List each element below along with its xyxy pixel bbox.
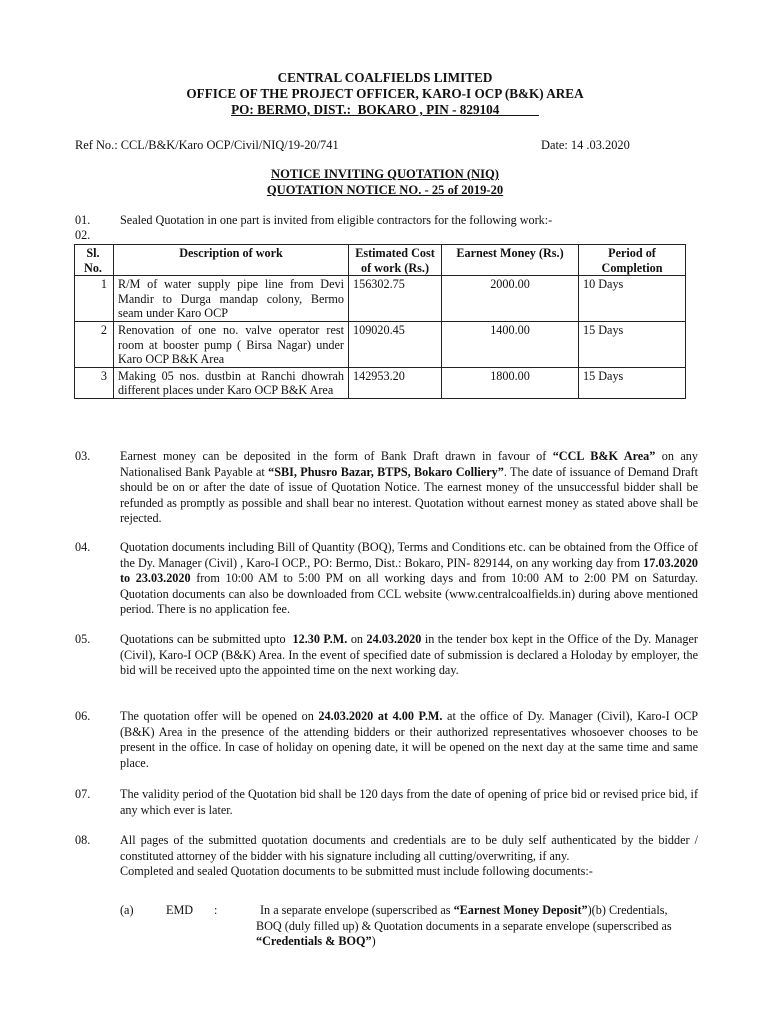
intro-text: Sealed Quotation in one part is invited from eligible contractors for the following work:-: [120, 213, 553, 227]
row-period: 15 Days: [579, 321, 686, 367]
row-description: Making 05 nos. dustbin at Ranchi dhowrah different places under Karo OCP B&K Area: [114, 367, 349, 398]
table-header-row: [75, 245, 686, 276]
clause-bold: “SBI, Phusro Bazar, BTPS, Bokaro Colliery”: [268, 464, 504, 479]
table-row: [75, 276, 686, 322]
clause-bold: 12.30 P.M.: [292, 632, 348, 646]
emd-text: [256, 903, 686, 950]
table-row: [75, 367, 686, 398]
clause-bold: “CCL B&K Area”: [552, 449, 656, 463]
clause-06-text: [120, 709, 698, 771]
clause-text: on any Nationalised Bank Payable at: [120, 449, 698, 479]
row-cost: 156302.75: [349, 276, 442, 322]
table-row: [75, 321, 686, 367]
row-sl: 3: [75, 367, 114, 398]
row-emd: 1800.00: [442, 367, 579, 398]
row-period: 15 Days: [579, 367, 686, 398]
clause-text: on: [347, 632, 367, 646]
clause-04-text: [120, 540, 698, 618]
row-emd: 2000.00: [442, 276, 579, 322]
sub-clause-label: (a): [120, 903, 134, 917]
clause-text: from 10:00 AM to 5:00 PM on all working days and from 10:00 AM to 2:00 PM on Saturday. Quotation documents can also be downloaded from CCL website (www.centralcoalfields.in) during above mentioned period. There is no application fee.: [120, 571, 698, 617]
row-cost: 109020.45: [349, 321, 442, 367]
clause-text: Quotation documents including Bill of Quantity (BOQ), Terms and Conditions etc. can be obtained from the Office of the Dy. Manager (Civil) , Karo-I OCP., PO: Bermo, Dist.: Bokaro, PIN- 829144, on any working day from: [120, 540, 698, 570]
emd-colon: :: [214, 903, 218, 917]
reference-number: Ref No.: CCL/B&K/Karo OCP/Civil/NIQ/19-20/741: [75, 138, 339, 152]
clause-text: in the tender box kept in the Office of the Dy. Manager (Civil), Karo-I OCP (B&K) Area. In the event of specified date of submission is declared a Holoday by employer, the bid will be received upto the appointed time on the next working day.: [120, 632, 698, 678]
clause-bold: “Earnest Money Deposit”: [453, 903, 588, 917]
clause-number-06: 06.: [75, 709, 91, 723]
row-sl: 1: [75, 276, 114, 322]
header-estimated-cost: Estimated Cost of work (Rs.): [349, 245, 442, 276]
clause-number-03: 03.: [75, 449, 91, 463]
clause-text: ): [371, 934, 376, 949]
clause-08-text: [120, 833, 698, 880]
emd-label: EMD: [166, 903, 194, 917]
clause-number-02: 02.: [75, 228, 91, 242]
row-description: Renovation of one no. valve operator rest room at booster pump ( Birsa Nagar) under Karo OCP B&K Area: [114, 321, 349, 367]
clause-text: )(b) Credentials, BOQ (duly filled up) & Quotation documents in a separate envelope (superscribed as: [256, 903, 684, 933]
clause-number-05: 05.: [75, 632, 91, 646]
header-sl-no: Sl. No.: [75, 245, 114, 276]
clause-bold: 24.03.2020: [366, 632, 422, 646]
clause-text: In a separate envelope (superscribed as: [260, 903, 454, 917]
clause-bold: 17.03.2020 to 23.03.2020: [120, 555, 698, 586]
header-description: Description of work: [114, 245, 349, 276]
row-emd: 1400.00: [442, 321, 579, 367]
clause-05-text: [120, 632, 698, 679]
clause-07-text: The validity period of the Quotation bid shall be 120 days from the date of opening of price bid or revised price bid, if any which ever is later.: [120, 787, 698, 817]
clause-number-08: 08.: [75, 833, 91, 847]
office-address-row: [0, 102, 770, 118]
office-name: OFFICE OF THE PROJECT OFFICER, KARO-I OCP (B&K) AREA: [186, 86, 584, 101]
row-cost: 142953.20: [349, 367, 442, 398]
clause-number-04: 04.: [75, 540, 91, 554]
clause-text: . The date of issuance of Demand Draft should be on or after the date of issue of Quotation Notice. The earnest money of the unsuccessful bidder shall be refunded as promptly as possible and shall bear no interest. Quotation without earnest money as stated above shall be rejected.: [120, 464, 699, 526]
clause-bold: 24.03.2020 at 4.00 P.M.: [318, 709, 443, 723]
clause-text: at the office of Dy. Manager (Civil), Karo-I OCP (B&K) Area in the presence of the attending bidders or their authorized representatives whosoever chooses to be present in the office. In case of holiday on opening date, it will be opened on the next day at the same time and same place.: [120, 709, 698, 770]
row-period: 10 Days: [579, 276, 686, 322]
clause-text: Completed and sealed Quotation documents to be submitted must include following documents:-: [120, 864, 593, 879]
clause-03-text: [120, 449, 698, 527]
clause-text: Quotations can be submitted upto: [120, 632, 293, 646]
header-period: Period of Completion: [579, 245, 686, 276]
header-earnest-money: Earnest Money (Rs.): [442, 245, 579, 276]
row-description: R/M of water supply pipe line from Devi Mandir to Durga mandap colony, Bermo seam under Karo OCP: [114, 276, 349, 322]
clause-number-07: 07.: [75, 787, 91, 801]
notice-date: Date: 14 .03.2020: [541, 138, 630, 152]
clause-text: All pages of the submitted quotation documents and credentials are to be duly self authenticated by the bidder / constituted attorney of the bidder with his signature including all cutting/overwriting, if any.: [120, 833, 698, 863]
notice-title: NOTICE INVITING QUOTATION (NIQ): [271, 167, 499, 181]
clause-text: The quotation offer will be opened on: [120, 709, 319, 723]
office-address: PO: BERMO, DIST.: BOKARO , PIN - 829104: [231, 102, 539, 117]
clause-text: Earnest money can be deposited in the form of Bank Draft drawn in favour of: [120, 449, 553, 463]
notice-number: QUOTATION NOTICE NO. - 25 of 2019-20: [266, 183, 504, 197]
work-table: [74, 244, 686, 399]
clause-number-01: 01.: [75, 213, 91, 227]
row-sl: 2: [75, 321, 114, 367]
clause-bold: “Credentials & BOQ”: [256, 934, 372, 949]
company-name: CENTRAL COALFIELDS LIMITED: [277, 70, 493, 85]
